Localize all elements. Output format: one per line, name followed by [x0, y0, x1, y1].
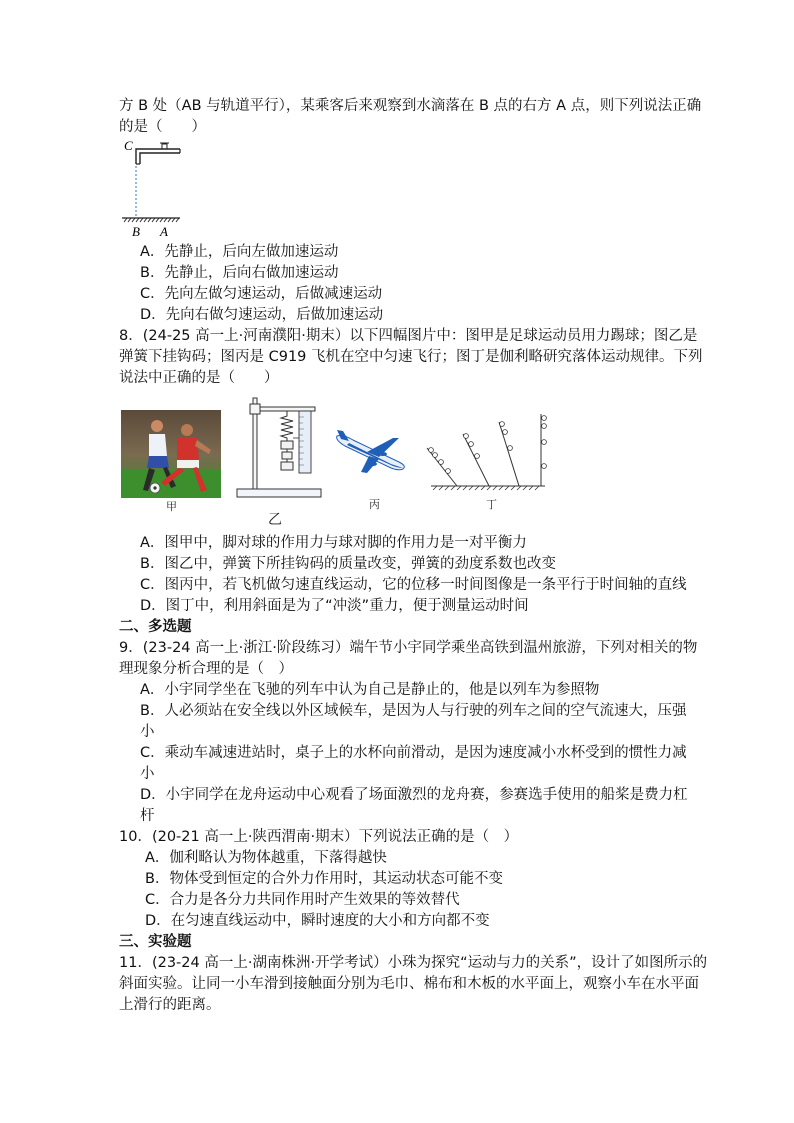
q8-option-d: D．图丁中，利用斜面是为了“冲淡”重力，便于测量运动时间	[140, 598, 529, 614]
q9-option-a: A．小宇同学坐在飞驰的列车中认为自己是静止的，他是以列车为参照物	[140, 682, 600, 698]
q8-stem-line2: 弹簧下挂钩码；图丙是 C919 飞机在空中匀速飞行；图丁是伽利略研究落体运动规律。下列	[119, 349, 703, 365]
q8-option-a: A．图甲中，脚对球的作用力与球对脚的作用力是一对平衡力	[140, 535, 527, 551]
q8-caption-yi: 乙	[268, 512, 282, 528]
q9-option-b-line2: 小	[140, 724, 155, 740]
q8-option-b: B．图乙中，弹簧下所挂钩码的质量改变，弹簧的劲度系数也改变	[140, 556, 556, 572]
q9-stem-line2: 理现象分析合理的是（ ）	[119, 661, 293, 677]
q10-option-b: B．物体受到恒定的合外力作用时，其运动状态可能不变	[145, 871, 503, 887]
q10-option-a: A．伽利略认为物体越重，下落得越快	[145, 850, 387, 866]
q9-option-b-line1: B．人必须站在安全线以外区域候车，是因为人与行驶的列车之间的空气流速大，压强	[140, 703, 687, 719]
q7-label-b: B	[132, 224, 140, 239]
q10-stem-line1: 10．(20-21 高一上·陕西渭南·期末）下列说法正确的是（ ）	[119, 829, 519, 845]
q11-stem-line1: 11．(23-24 高一上·湖南株洲·开学考试）小珠为探究“运动与力的关系”，设计了如图所示的	[119, 955, 708, 971]
q10-option-d: D．在匀速直线运动中，瞬时速度的大小和方向都不变	[145, 913, 490, 929]
q8-caption-ding: 丁	[486, 498, 497, 511]
q7-train-figure	[118, 136, 218, 240]
q7-stem-line1: 方 B 处（AB 与轨道平行），某乘客后来观察到水滴落在 B 点的右方 A 点，则下列说法正确	[119, 98, 702, 114]
q8-stem-line3: 说法中正确的是（ ）	[119, 370, 279, 386]
q8-galileo-inclines-figure	[423, 410, 551, 496]
q8-football-photo	[121, 410, 221, 498]
q9-option-c-line1: C．乘动车减速进站时，桌子上的水杯向前滑动，是因为速度减小水杯受到的惯性力减	[140, 745, 687, 761]
q8-stem-line1: 8．(24-25 高一上·河南濮阳·期末）以下四幅图片中：图甲是足球运动员用力踢球；图乙是	[119, 328, 698, 344]
section-heading-experiment: 三、实验题	[119, 934, 192, 950]
q9-stem-line1: 9．(23-24 高一上·浙江·阶段练习）端午节小宇同学乘坐高铁到温州旅游，下列对相关的物	[119, 640, 698, 656]
q7-label-a: A	[160, 224, 168, 239]
q7-option-b: B．先静止，后向右做加速运动	[140, 265, 339, 281]
q11-stem-line3: 上滑行的距离。	[119, 997, 221, 1013]
q8-spring-stand-figure	[233, 396, 325, 502]
q7-option-a: A．先静止，后向左做加速运动	[140, 244, 339, 260]
q8-airplane-figure	[333, 428, 411, 478]
q7-label-c: C	[124, 138, 133, 153]
q10-option-c: C．合力是各分力共同作用时产生效果的等效替代	[145, 892, 460, 908]
q8-caption-bing: 丙	[369, 498, 380, 511]
q9-option-d-line1: D．小宇同学在龙舟运动中心观看了场面激烈的龙舟赛，参赛选手使用的船桨是费力杠	[140, 787, 688, 803]
section-heading-multiple-choice: 二、多选题	[119, 619, 192, 635]
q7-stem-line2: 的是（ ）	[119, 119, 206, 135]
q8-option-c: C．图丙中，若飞机做匀速直线运动，它的位移一时间图像是一条平行于时间轴的直线	[140, 577, 687, 593]
q11-stem-line2: 斜面实验。让同一小车滑到接触面分别为毛巾、棉布和木板的水平面上，观察小车在水平面	[119, 976, 699, 992]
q7-option-d: D．先向右做匀速运动，后做加速运动	[140, 307, 384, 323]
q9-option-c-line2: 小	[140, 766, 155, 782]
q8-caption-jia: 甲	[166, 500, 177, 513]
q9-option-d-line2: 杆	[140, 808, 155, 824]
q7-option-c: C．先向左做匀速运动，后做减速运动	[140, 286, 383, 302]
